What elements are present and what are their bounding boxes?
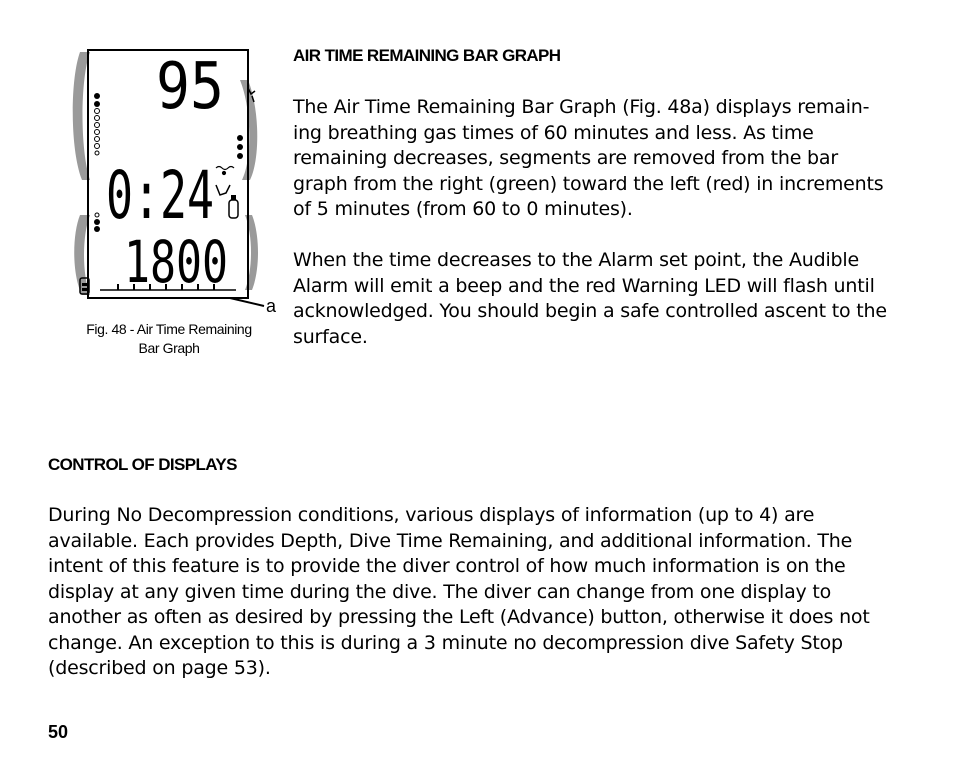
tank-pressure-readout: 1800 <box>124 228 228 296</box>
wave-icon <box>216 167 234 175</box>
figure-caption <box>68 320 270 358</box>
section-heading-control: CONTROL OF DISPLAYS <box>48 455 237 474</box>
dive-computer-display-figure <box>60 40 290 320</box>
air-time-paragraph-1: The Air Time Remaining Bar Graph (Fig. 48a) displays remain-ing breathing gas times of 60 minutes and less. As time remaining decreases, segments are removed from the bar graph from the right (green) toward the left (red) in increments of 5 minutes (from 60 to 0 minutes). <box>293 96 884 220</box>
caption-line-2: Bar Graph <box>138 340 200 356</box>
depth-readout: 95 <box>156 50 224 124</box>
air-time-paragraph-2: When the time decreases to the Alarm set point, the Audible Alarm will emit a beep and the red Warning LED will flash until acknowledged. You should begin a safe controlled ascent to the surface. <box>293 249 887 348</box>
dive-time-readout: 0:24 <box>106 157 214 234</box>
left-indicator-dots <box>94 93 100 232</box>
right-indicator-dots <box>237 135 243 159</box>
callout-label: a <box>266 296 277 316</box>
caption-line-1: Fig. 48 - Air Time Remaining <box>86 321 252 337</box>
section-heading-air-time: AIR TIME REMAINING BAR GRAPH <box>293 46 561 65</box>
callout-leader-line <box>230 298 264 306</box>
diver-icon <box>216 185 230 195</box>
right-display-band-lower <box>245 215 258 290</box>
page-number: 50 <box>48 722 69 742</box>
cylinder-icon <box>229 195 238 218</box>
control-paragraph: During No Decompression conditions, various displays of information (up to 4) are available. Each provides Depth, Dive Time Remaining, and additional information. The intent of this feature is to provide the diver control of how much information is on the display at any given time during the dive. The diver can change from one display to another as often as desired by pressing the Left (Advance) button, otherwise it does not change. An exception to this is during a 3 minute no decompression dive Safety Stop (described on page 53). <box>48 504 870 679</box>
